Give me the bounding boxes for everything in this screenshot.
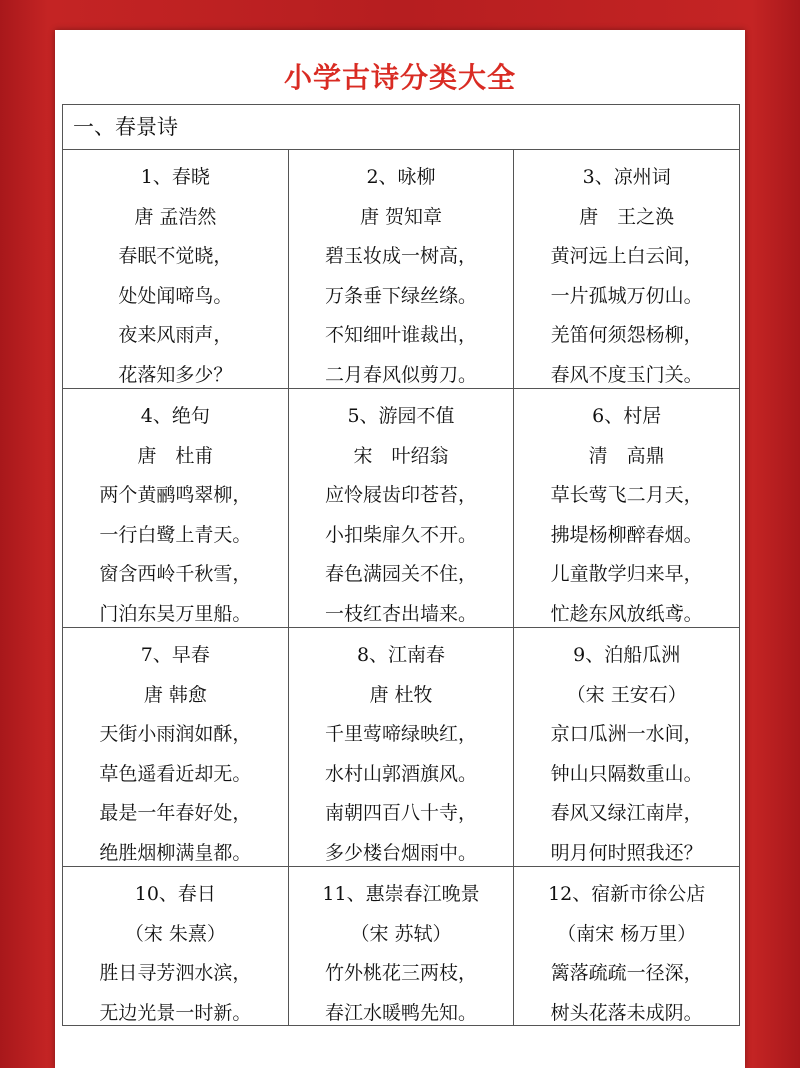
poem-line: 春眠不觉晓， (118, 245, 233, 267)
table-row (63, 150, 739, 389)
poem-line: 拂堤杨柳醉春烟。 (550, 523, 703, 546)
poem-title: 2、咏柳 (366, 166, 436, 188)
poem-title: 5、游园不值 (347, 405, 455, 427)
table-row (63, 867, 739, 1025)
poem-title: 8、江南春 (356, 644, 446, 666)
page-title: 小学古诗分类大全 (283, 61, 516, 94)
poem-line: 草长莺飞二月天， (550, 484, 703, 506)
poem-line: 一片孤城万仞山。 (550, 284, 703, 307)
poem-line: 春江水暖鸭先知。 (325, 1001, 478, 1024)
poem-line: 明月何时照我还？ (550, 841, 703, 864)
poem-line: 草色遥看近却无。 (99, 762, 252, 785)
poem-cell (289, 867, 515, 1025)
poem-line: 羌笛何须怨杨柳， (550, 324, 703, 346)
poem-line: 竹外桃花三两枝， (325, 962, 478, 984)
table-row (63, 389, 739, 628)
poem-line: 树头花落未成阴。 (550, 1001, 703, 1024)
poem-cell (289, 150, 515, 388)
poem-line: 不知细叶谁裁出， (325, 324, 478, 346)
section-heading: 一、春景诗 (63, 105, 739, 150)
poem-author: 唐 杜牧 (369, 683, 433, 706)
poem-cell (514, 150, 739, 388)
poem-author: 唐 韩愈 (143, 683, 207, 706)
poem-line: 门泊东吴万里船。 (99, 602, 252, 625)
poem-title: 1、春晓 (140, 166, 210, 188)
poem-line: 儿童散学归来早， (550, 563, 703, 585)
poem-line: 两个黄鹂鸣翠柳， (99, 484, 252, 506)
poem-cell (289, 628, 515, 866)
poem-title: 4、绝句 (140, 405, 210, 427)
poem-line: 京口瓜洲一水间， (550, 723, 703, 745)
poem-title: 9、泊船瓜洲 (573, 644, 681, 666)
poem-line: 千里莺啼绿映红， (325, 723, 478, 745)
poem-line: 忙趁东风放纸鸢。 (550, 602, 703, 625)
poem-author: （宋 朱熹） (124, 922, 226, 945)
poem-sheet (55, 30, 745, 1068)
poem-table (62, 104, 740, 1026)
poem-author: 唐 王之涣 (579, 205, 675, 228)
poem-line: 黄河远上白云间， (550, 245, 703, 267)
poem-title: 7、早春 (140, 644, 210, 666)
poem-line: 万条垂下绿丝绦。 (325, 284, 478, 307)
poem-line: 春风又绿江南岸， (550, 802, 703, 824)
poem-title: 6、村居 (592, 405, 662, 427)
poem-line: 天街小雨润如酥， (99, 723, 252, 745)
poem-line: 春色满园关不住， (325, 563, 478, 585)
poem-author: 唐 贺知章 (359, 205, 443, 228)
poem-author: 宋 叶绍翁 (353, 444, 449, 467)
poem-line: 窗含西岭千秋雪， (99, 563, 252, 585)
poem-title: 12、宿新市徐公店 (548, 883, 706, 905)
poem-line: 胜日寻芳泗水滨， (99, 962, 252, 984)
poem-line: 春风不度玉门关。 (550, 363, 703, 386)
poem-title: 10、春日 (134, 883, 216, 905)
poem-author: （宋 苏轼） (350, 922, 452, 945)
poem-line: 处处闻啼鸟。 (118, 284, 233, 307)
poem-cell (514, 389, 739, 627)
poem-cell (514, 628, 739, 866)
poem-line: 篱落疏疏一径深， (550, 962, 703, 984)
poem-line: 最是一年春好处， (99, 802, 252, 824)
poem-line: 钟山只隔数重山。 (550, 762, 703, 785)
poem-line: 南朝四百八十寺， (325, 802, 478, 824)
table-row (63, 628, 739, 867)
poem-line: 一枝红杏出墙来。 (325, 602, 478, 625)
poem-author: 唐 孟浩然 (134, 205, 217, 228)
poem-title: 3、凉州词 (582, 166, 671, 188)
poem-author: 清 高鼎 (588, 444, 665, 467)
poem-line: 绝胜烟柳满皇都。 (99, 841, 252, 864)
poem-line: 二月春风似剪刀。 (325, 363, 478, 386)
poem-line: 碧玉妆成一树高， (325, 245, 478, 267)
poem-line: 花落知多少？ (118, 363, 233, 386)
poem-line: 一行白鹭上青天。 (99, 523, 252, 546)
poem-line: 小扣柴扉久不开。 (325, 523, 478, 546)
poem-cell (63, 628, 289, 866)
poem-line: 夜来风雨声， (118, 324, 233, 346)
poem-cell (289, 389, 515, 627)
poem-author: （南宋 杨万里） (557, 922, 697, 945)
poem-author: 唐 杜甫 (137, 444, 214, 467)
poem-title: 11、惠崇春江晚景 (322, 883, 480, 905)
poem-cell (63, 867, 289, 1025)
poem-line: 无边光景一时新。 (99, 1001, 252, 1024)
poem-cell (63, 389, 289, 627)
poem-cell (514, 867, 739, 1025)
poem-line: 应怜屐齿印苍苔， (325, 484, 478, 506)
poem-line: 水村山郭酒旗风。 (325, 762, 478, 785)
poem-line: 多少楼台烟雨中。 (325, 841, 478, 864)
poem-cell (63, 150, 289, 388)
poem-author: （宋 王安石） (566, 683, 687, 706)
